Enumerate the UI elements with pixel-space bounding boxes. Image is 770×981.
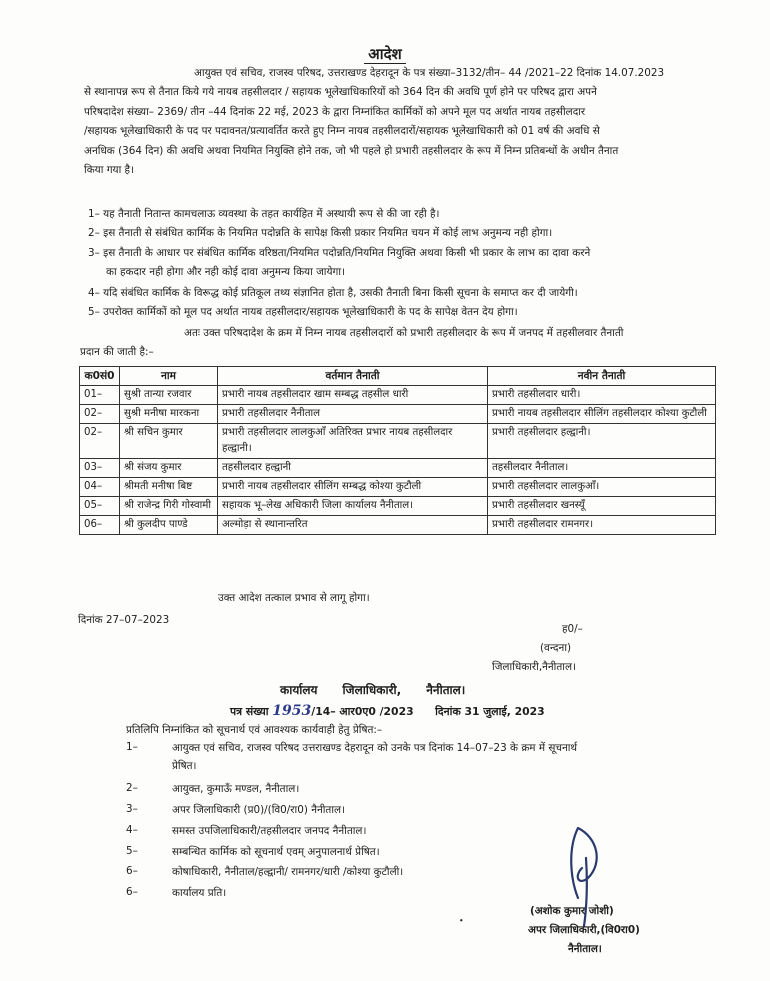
signatory-2-place: नैनीताल। [568, 943, 602, 955]
dot-mark: ● [460, 918, 463, 922]
condition-3: 3– इस तैनाती के आधार पर संबंधित कार्मिक वरिष्ठता/नियमित पदोन्नति/नियमित नियुक्ति अथवा किसी भी प्रकार के लाभ का दावा करने [88, 247, 591, 259]
intro-line: से स्थानापन्न रूप से तैनात किये गये नायब तहसीलदार / सहायक भूलेखाधिकारियों को 364 दिन की अवधि पूर्ण होने पर परिषद द्वारा अपने [84, 86, 597, 99]
cell-name: श्री संजय कुमार [120, 459, 218, 478]
order-date: दिनांक 27–07–2023 [78, 614, 170, 626]
cc-text: कार्यालय प्रति। [172, 887, 227, 899]
cell-name: सुश्री मनीषा मारकना [120, 405, 218, 424]
cell-new: प्रभारी तहसीलदार धारी। [488, 386, 716, 405]
effect-line: उक्त आदेश तत्काल प्रभाव से लागू होगा। [218, 592, 370, 604]
cell-sn: 06– [80, 516, 120, 535]
table-row [80, 405, 716, 424]
header-current-posting: वर्तमान तैनाती [218, 367, 488, 386]
cc-number: 6– [126, 886, 138, 898]
cc-intro: प्रतिलिपि निम्नांकित को सूचनार्थ एवं आवश्यक कार्यवाही हेतु प्रेषित:– [126, 724, 383, 736]
cell-current: प्रभारी तहसीलदार लालकुआँ अतिरिक्त प्रभार नायब तहसीलदार हल्द्वानी। [218, 424, 488, 459]
continuation-line: प्रदान की जाती है:– [80, 346, 154, 358]
cell-sn: 02– [80, 405, 120, 424]
cell-current: सहायक भू–लेख अधिकारी जिला कार्यालय नैनीताल। [218, 497, 488, 516]
signatory-name: (वन्दना) [540, 642, 572, 654]
intro-line: /सहायक भूलेखाधिकारी के पद पर पदावनत/प्रत्यावर्तित करते हुए निम्न नायब तहसीलदारों/सहायक भूलेखाधिकारी को 01 वर्ष की अवधि से [84, 125, 600, 138]
letter-number-handwritten: 1953 [272, 703, 312, 719]
cell-new: प्रभारी तहसीलदार लालकुआँ। [488, 478, 716, 497]
signatory-2-name: (अशोक कुमार जोशी) [530, 905, 614, 917]
table-row [80, 516, 716, 535]
cc-text: सम्बन्धित कार्मिक को सूचनार्थ एवम् अनुपालनार्थ प्रेषित। [172, 846, 380, 858]
header-name: नाम [120, 367, 218, 386]
cell-name: सुश्री तान्या रजवार [120, 386, 218, 405]
cc-text: समस्त उपजिलाधिकारी/तहसीलदार जनपद नैनीताल। [172, 825, 367, 837]
cell-name: श्री कुलदीप पाण्डे [120, 516, 218, 535]
cell-new: प्रभारी तहसीलदार हल्द्वानी। [488, 424, 716, 459]
cc-number: 2– [126, 782, 138, 794]
cell-sn: 05– [80, 497, 120, 516]
cc-number: 6– [126, 865, 138, 877]
letter-number-line [230, 703, 545, 720]
office-header: कार्यालय जिलाधिकारी, नैनीताल। [280, 683, 466, 697]
condition-5: 5– उपरोक्त कार्मिकों को मूल पद अर्थात नायब तहसीलदार/सहायक भूलेखाधिकारी के पद के सापेक्ष वेतन देय होगा। [88, 306, 518, 318]
cell-current: तहसीलदार हल्द्वानी [218, 459, 488, 478]
condition-2: 2– इस तैनाती से संबंधित कार्मिक के नियमित पदोन्नति के सापेक्ष किसी प्रकार नियमित चयन में कोई लाभ अनुमन्य नही होगा। [88, 227, 553, 239]
letter-date: दिनांक 31 जुलाई, 2023 [435, 705, 545, 718]
cell-sn: 03– [80, 459, 120, 478]
intro-line: अनधिक (364 दिन) की अवधि अथवा नियमित नियुक्ति होने तक, जो भी पहले हो प्रभारी तहसीलदार के रूप में निम्न प्रतिबन्धों के अधीन तैनात [84, 144, 619, 157]
cc-number: 4– [126, 824, 138, 836]
intro-paragraph [84, 64, 734, 180]
header-new-posting: नवीन तैनाती [488, 367, 716, 386]
cell-new: प्रभारी तहसीलदार खनस्यूँ [488, 497, 716, 516]
cc-number: 1– [126, 741, 138, 753]
table-header-row [80, 367, 716, 386]
table-row [80, 497, 716, 516]
cell-current: प्रभारी तहसीलदार नैनीताल [218, 405, 488, 424]
table-row [80, 386, 716, 405]
signature-mark: ह0/– [562, 623, 583, 635]
table-row [80, 424, 716, 459]
header-sn: क0सं0 [80, 367, 120, 386]
cc-number: 5– [126, 845, 138, 857]
table-row [80, 459, 716, 478]
cell-sn: 01– [80, 386, 120, 405]
letter-number-suffix: /14– आर0ए0 /2023 [311, 705, 414, 718]
intro-line: आयुक्त एवं सचिव, राजस्व परिषद, उत्तराखण्ड देहरादून के पत्र संख्या–3132/तीन– 44 /2021–22 दिनांक 14.07.2023 [194, 67, 665, 79]
cell-name: श्रीमती मनीषा बिष्ट [120, 478, 218, 497]
cell-current: प्रभारी नायब तहसीलदार खाम सम्बद्ध तहसील धारी [218, 386, 488, 405]
cell-name: श्री राजेन्द्र गिरी गोस्वामी [120, 497, 218, 516]
cc-text: कोषाधिकारी, नैनीताल/हल्द्वानी/ रामनगर/धारी /कोश्या कुटौली। [172, 866, 404, 878]
cell-sn: 02– [80, 424, 120, 459]
condition-4: 4– यदि संबंधित कार्मिक के विरूद्ध कोई प्रतिकूल तथ्य संज्ञानित होता है, उसकी तैनाती बिना किसी सूचना के समाप्त कर दी जायेगी। [88, 287, 578, 299]
cell-current: प्रभारी नायब तहसीलदार सीलिंग सम्बद्ध कोश्या कुटौली [218, 478, 488, 497]
cc-text: अपर जिलाधिकारी (प्र0)/(वि0/रा0) नैनीताल। [172, 804, 346, 816]
signatory-2-designation: अपर जिलाधिकारी,(वि0रा0) [528, 924, 640, 936]
cell-name: श्री सचिन कुमार [120, 424, 218, 459]
condition-3-cont: का हकदार नही होगा और नही कोई दावा अनुमन्य किया जायेगा। [106, 266, 345, 278]
signatory-designation: जिलाधिकारी,नैनीताल। [492, 661, 576, 673]
order-title: आदेश [0, 44, 770, 64]
cc-text: आयुक्त एवं सचिव, राजस्व परिषद उत्तराखण्ड देहरादून को उनके पत्र दिनांक 14–07–23 के क्रम में सूचनार्थ [172, 742, 578, 754]
letter-number-prefix: पत्र संख्या [230, 705, 269, 718]
cc-text: प्रेषित। [172, 760, 197, 772]
cell-sn: 04– [80, 478, 120, 497]
intro-line: किया गया है। [84, 163, 135, 176]
intro-line: परिषदादेश संख्या– 2369/ तीन –44 दिनांक 22 मई, 2023 के द्वारा निम्नांकित कार्मिकों को अपने मूल पद अर्थात नायब तहसीलदार [84, 105, 586, 118]
table-row [80, 478, 716, 497]
posting-table [79, 366, 716, 535]
cell-new: प्रभारी नायब तहसीलदार सीलिंग तहसीलदार कोश्या कुटौली [488, 405, 716, 424]
cc-text: आयुक्त, कुमाऊँ मण्डल, नैनीताल। [172, 783, 300, 795]
continuation-line: अतः उक्त परिषदादेश के क्रम में निम्न नायब तहसीलदारों को प्रभारी तहसीलदार के रूप में जनपद में तहसीलवार तैनाती [184, 327, 624, 339]
cc-number: 3– [126, 803, 138, 815]
cell-new: प्रभारी तहसीलदार रामनगर। [488, 516, 716, 535]
condition-1: 1– यह तैनाती नितान्त कामचलाऊ व्यवस्था के तहत कार्यहित में अस्थायी रूप से की जा रही है। [88, 208, 440, 220]
cell-current: अल्मोड़ा से स्थानान्तरित [218, 516, 488, 535]
cell-new: तहसीलदार नैनीताल। [488, 459, 716, 478]
